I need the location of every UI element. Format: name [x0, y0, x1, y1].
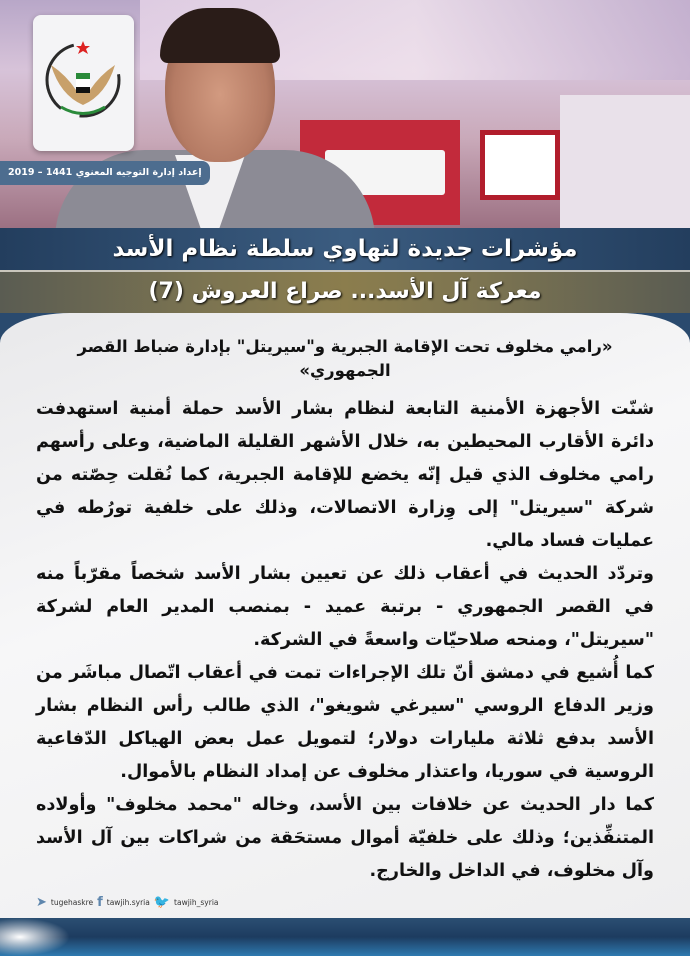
paragraph: كما أُشيع في دمشق أنّ تلك الإجراءات تمت في أعقاب اتّصال مباشَر من وزير الدفاع الروسي "سيرغي شويغو"، الذي طالب رأس النظام بشار الأسد بدفع ثلاثة مليارات دولار؛ لتمويل عمل بعض الهياكل الدّفاعية الروسية في سوريا، واعتذار مخلوف عن إمداد النظام بالأموال. — [36, 663, 654, 782]
content-card — [0, 313, 690, 918]
paragraph: كما دار الحديث عن خلافات بين الأسد، وخاله "محمد مخلوف" وأولاده المتنفِّذين؛ وذلك على خلفيّة أموال مستحَقة من شراكات بين آل الأسد وآل مخلوف، في الداخل والخارج. — [36, 795, 654, 881]
page-subtitle: معركة آل الأسد... صراع العروش (7) — [148, 279, 542, 304]
photo-screen — [480, 130, 560, 200]
paragraph: شنّت الأجهزة الأمنية التابعة لنظام بشار الأسد حملة أمنية استهدفت دائرة الأقارب المحيطين به، خلال الأشهر القليلة الماضية، وعلى رأسهم رامي مخلوف الذي قيل إنّه يخضع للإقامة الجبرية، كما نُقلت حِصّته من شركة "سيريتل" إلى وِزارة الاتصالات، وذلك على خلفية تورُطه في عمليات فساد مالي. — [36, 399, 654, 551]
content-area — [0, 313, 690, 956]
social-links — [36, 896, 654, 910]
paragraph: وتردّد الحديث في أعقاب ذلك عن تعيين بشار الأسد شخصاً مقرّباً منه في القصر الجمهوري - برتبة عميد - بمنصب المدير العام لشركة "سيريتل"، ومنحه صلاحيّات واسعةً في الشركة. — [36, 564, 654, 650]
footer-band — [0, 918, 690, 956]
page-title: مؤشرات جديدة لتهاوي سلطة نظام الأسد — [112, 236, 578, 262]
footer-glow — [0, 918, 70, 956]
twitter-icon: 🐦 — [153, 895, 171, 910]
article-headline: «رامي مخلوف تحت الإقامة الجبرية و"سيريتل" بإدارة ضباط القصر الجمهوري» — [77, 337, 613, 380]
title-band — [0, 228, 690, 270]
facebook-handle[interactable]: tawjih.syria — [106, 898, 150, 907]
photo-banner — [560, 95, 690, 232]
facebook-icon: f — [97, 895, 103, 910]
logo — [33, 15, 134, 151]
subtitle-band — [0, 270, 690, 313]
telegram-handle[interactable]: tugehaskre — [50, 898, 94, 907]
eagle-emblem-icon — [41, 35, 126, 130]
telegram-icon: ➤ — [36, 895, 47, 910]
twitter-handle[interactable]: tawjih_syria — [174, 898, 219, 907]
caption-label: إعداد إدارة التوجيه المعنوي 1441 – 2019 — [0, 161, 210, 185]
article-body — [36, 393, 654, 888]
